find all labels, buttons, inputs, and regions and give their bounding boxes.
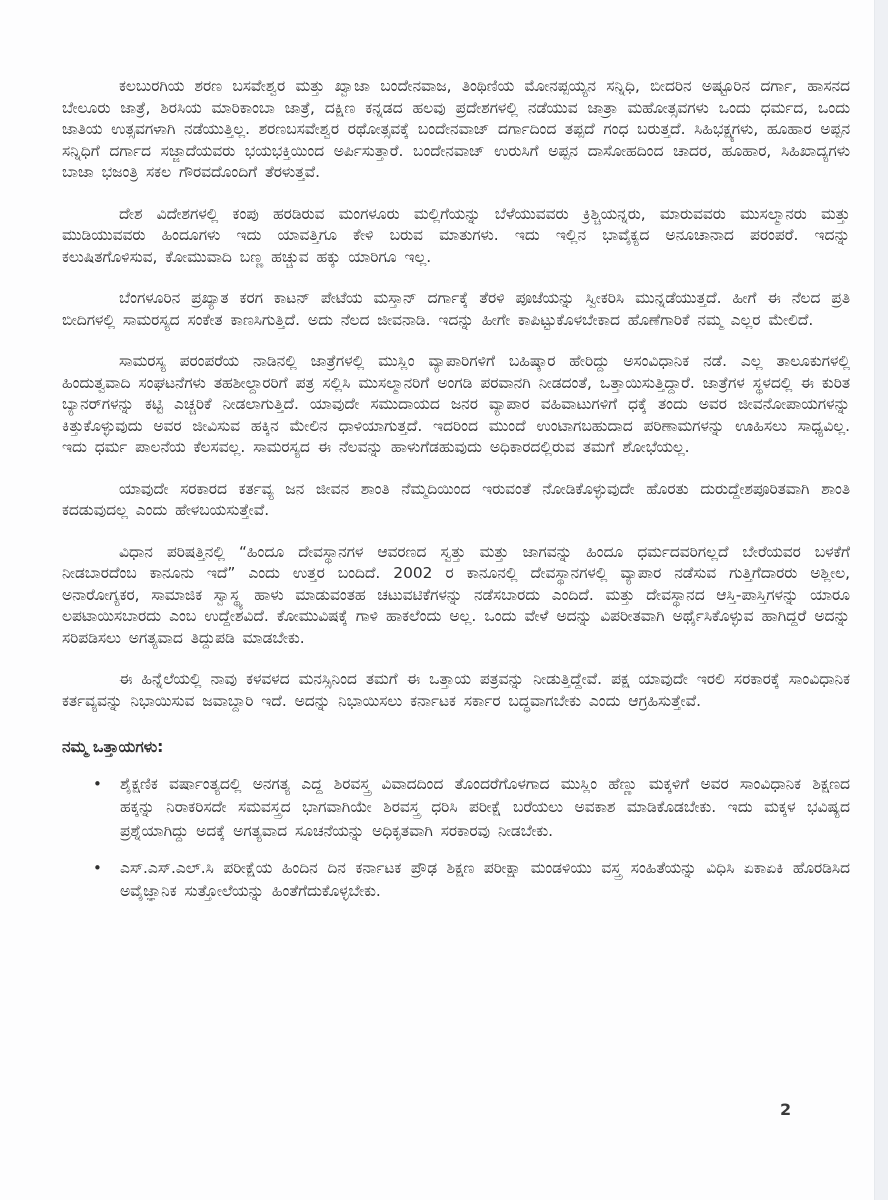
paragraph-1: ಕಲಬುರಗಿಯ ಶರಣ ಬಸವೇಶ್ವರ ಮತ್ತು ಖ್ವಾಜಾ ಬಂದೇನವಾಜ, ತಿಂಥಿಣಿಯ ಮೋನಪ್ಪಯ್ಯನ ಸನ್ನಿಧಿ, ಬೀದರಿನ ಅಷ್ಟೂರಿನ ದರ್ಗಾ, ಹಾಸನದ ಬೇಲೂರು ಜಾತ್ರೆ, ಶಿರಸಿಯ ಮಾರಿಕಾಂಬಾ ಜಾತ್ರೆ, ದಕ್ಷಿಣ ಕನ್ನಡದ ಹಲವು ಪ್ರದೇಶಗಳಲ್ಲಿ ನಡೆಯುವ ಜಾತ್ರಾ ಮಹೋತ್ಸವಗಳು ಒಂದು ಧರ್ಮದ, ಒಂದು ಜಾತಿಯ ಉತ್ಸವಗಳಾಗಿ ನಡೆಯುತ್ತಿಲ್ಲ. ಶರಣಬಸವೇಶ್ವರ ರಥೋತ್ಸವಕ್ಕೆ ಬಂದೇನವಾಜ್ ದರ್ಗಾದಿಂದ ತಪ್ಪದೆ ಗಂಧ ಬರುತ್ತದೆ. ಸಿಹಿಭಕ್ಷ್ಯಗಳು, ಹೂಹಾರ ಅಪ್ಪನ ಸನ್ನಿಧಿಗೆ ದರ್ಗಾದ ಸಜ್ಜಾದೆಯವರು ಭಯಭಕ್ತಿಯಿಂದ ಅರ್ಪಿಸುತ್ತಾರೆ. ಬಂದೇನವಾಜ್ ಉರುಸಿಗೆ ಅಪ್ಪನ ದಾಸೋಹದಿಂದ ಚಾದರ, ಹೂಹಾರ, ಸಿಹಿಖಾದ್ಯಗಳು ಬಾಜಾ ಭಜಂತ್ರಿ ಸಕಲ ಗೌರವದೊಂದಿಗೆ ತೆರಳುತ್ತವೆ. bbox=[62, 77, 850, 181]
demands-heading: ನಮ್ಮ ಒತ್ತಾಯಗಳು: bbox=[62, 738, 164, 756]
paragraph-7: ಈ ಹಿನ್ನೆಲೆಯಲ್ಲಿ ನಾವು ಕಳವಳದ ಮನಸ್ಸಿನಿಂದ ತಮಗೆ ಈ ಒತ್ತಾಯ ಪತ್ರವನ್ನು ನೀಡುತ್ತಿದ್ದೇವೆ. ಪಕ್ಷ ಯಾವುದೇ ಇರಲಿ ಸರಕಾರಕ್ಕೆ ಸಾಂವಿಧಾನಿಕ ಕರ್ತವ್ಯವನ್ನು ನಿಭಾಯಿಸುವ ಜವಾಬ್ದಾರಿ ಇದೆ. ಅದನ್ನು ನಿಭಾಯಿಸಲು ಕರ್ನಾಟಕ ಸರ್ಕಾರ ಬದ್ಧವಾಗಬೇಕು ಎಂದು ಆಗ್ರಹಿಸುತ್ತೇವೆ. bbox=[62, 670, 850, 710]
bullet-icon: • bbox=[93, 775, 102, 793]
demand-item-1 bbox=[62, 773, 850, 843]
bullet-icon: • bbox=[93, 858, 102, 877]
document-page bbox=[62, 76, 850, 917]
paragraph-2: ದೇಶ ವಿದೇಶಗಳಲ್ಲಿ ಕಂಪು ಹರಡಿರುವ ಮಂಗಳೂರು ಮಲ್ಲಿಗೆಯನ್ನು ಬೆಳೆಯುವವರು ಕ್ರಿಶ್ಚಿಯನ್ನರು, ಮಾರುವವರು ಮುಸಲ್ಮಾನರು ಮತ್ತು ಮುಡಿಯುವವರು ಹಿಂದೂಗಳು ಇದು ಯಾವತ್ತಿಗೂ ಕೇಳಿ ಬರುವ ಮಾತುಗಳು. ಇದು ಇಲ್ಲಿನ ಭಾವೈಕ್ಯದ ಅನೂಚಾನಾದ ಪರಂಪರೆ. ಇದನ್ನು ಕಲುಷಿತಗೊಳಿಸುವ, ಕೋಮುವಾದಿ ಬಣ್ಣ ಹಚ್ಚುವ ಹಕ್ಕು ಯಾರಿಗೂ ಇಲ್ಲ. bbox=[62, 204, 850, 266]
demand-item-2 bbox=[62, 857, 850, 904]
scan-edge-strip bbox=[874, 0, 888, 1200]
paragraph-5: ಯಾವುದೇ ಸರಕಾರದ ಕರ್ತವ್ಯ ಜನ ಜೀವನ ಶಾಂತಿ ನೆಮ್ಮದಿಯಿಂದ ಇರುವಂತೆ ನೋಡಿಕೊಳ್ಳುವುದೇ ಹೊರತು ದುರುದ್ದೇಶಪೂರಿತವಾಗಿ ಶಾಂತಿ ಕದಡುವುದಲ್ಲ ಎಂದು ಹೇಳಬಯಸುತ್ತೇವೆ. bbox=[62, 479, 850, 519]
demand-text-2: ಎಸ್.ಎಸ್.ಎಲ್.ಸಿ ಪರೀಕ್ಷೆಯ ಹಿಂದಿನ ದಿನ ಕರ್ನಾಟಕ ಪ್ರೌಢ ಶಿಕ್ಷಣ ಪರೀಕ್ಷಾ ಮಂಡಳಿಯು ವಸ್ತ್ರ ಸಂಹಿತೆಯನ್ನು ವಿಧಿಸಿ ಏಕಾಏಕಿ ಹೊರಡಿಸಿದ ಅವೈಜ್ಞಾನಿಕ ಸುತ್ತೋಲೆಯನ್ನು ಹಿಂತೆಗೆದುಕೊಳ್ಳಬೇಕು. bbox=[120, 858, 850, 901]
paragraph-4: ಸಾಮರಸ್ಯ ಪರಂಪರೆಯ ನಾಡಿನಲ್ಲಿ ಜಾತ್ರೆಗಳಲ್ಲಿ ಮುಸ್ಲಿಂ ವ್ಯಾಪಾರಿಗಳಿಗೆ ಬಹಿಷ್ಕಾರ ಹೇರಿದ್ದು ಅಸಂವಿಧಾನಿಕ ನಡೆ. ಎಲ್ಲ ತಾಲೂಕುಗಳಲ್ಲಿ ಹಿಂದುತ್ವವಾದಿ ಸಂಘಟನೆಗಳು ತಹಶೀಲ್ದಾರರಿಗೆ ಪತ್ರ ಸಲ್ಲಿಸಿ ಮುಸಲ್ಮಾನರಿಗೆ ಅಂಗಡಿ ಪರವಾನಗಿ ನೀಡದಂತೆ, ಒತ್ತಾಯಿಸುತ್ತಿದ್ದಾರೆ. ಜಾತ್ರೆಗಳ ಸ್ಥಳದಲ್ಲಿ ಈ ಕುರಿತ ಬ್ಯಾನರ್‌ಗಳನ್ನು ಕಟ್ಟಿ ಎಚ್ಚರಿಕೆ ನೀಡಲಾಗುತ್ತಿದೆ. ಯಾವುದೇ ಸಮುದಾಯದ ಜನರ ವ್ಯಾಪಾರ ವಹಿವಾಟುಗಳಿಗೆ ಧಕ್ಕೆ ತಂದು ಅವರ ಜೀವನೋಪಾಯಗಳನ್ನು ಕಿತ್ತುಕೊಳ್ಳುವುದು ಅವರ ಜೀವಿಸುವ ಹಕ್ಕಿನ ಮೇಲಿನ ಧಾಳಿಯಾಗುತ್ತದೆ. ಇದರಿಂದ ಮುಂದೆ ಉಂಟಾಗಬಹುದಾದ ಪರಿಣಾಮಗಳನ್ನು ಊಹಿಸಲು ಸಾಧ್ಯವಿಲ್ಲ. ಇದು ಧರ್ಮ ಪಾಲನೆಯ ಕೆಲಸವಲ್ಲ. ಸಾಮರಸ್ಯದ ಈ ನೆಲವನ್ನು ಹಾಳುಗೆಡಹುವುದು ಅಧಿಕಾರದಲ್ಲಿರುವ ತಮಗೆ ಶೋಭೆಯಲ್ಲ. bbox=[62, 352, 850, 456]
paragraph-3: ಬೆಂಗಳೂರಿನ ಪ್ರಖ್ಯಾತ ಕರಗ ಕಾಟನ್ ಪೇಟೆಯ ಮಸ್ತಾನ್ ದರ್ಗಾಕ್ಕೆ ತೆರಳಿ ಪೂಜೆಯನ್ನು ಸ್ವೀಕರಿಸಿ ಮುನ್ನಡೆಯುತ್ತದೆ. ಹೀಗೆ ಈ ನೆಲದ ಪ್ರತಿ ಬೀದಿಗಳಲ್ಲಿ ಸಾಮರಸ್ಯದ ಸಂಕೇತ ಕಾಣಸಿಗುತ್ತಿದೆ. ಅದು ನೆಲದ ಜೀವನಾಡಿ. ಇದನ್ನು ಹೀಗೇ ಕಾಪಿಟ್ಟುಕೊಳಬೇಕಾದ ಹೊಣೆಗಾರಿಕೆ ನಮ್ಮ ಎಲ್ಲರ ಮೇಲಿದೆ. bbox=[62, 289, 850, 329]
demand-text-1: ಶೈಕ್ಷಣಿಕ ವರ್ಷಾಂತ್ಯದಲ್ಲಿ ಅನಗತ್ಯ ಎದ್ದ ಶಿರವಸ್ತ್ರ ವಿವಾದದಿಂದ ತೊಂದರೆಗೊಳಗಾದ ಮುಸ್ಲಿಂ ಹೆಣ್ಣು ಮಕ್ಕಳಿಗೆ ಅವರ ಸಾಂವಿಧಾನಿಕ ಶಿಕ್ಷಣದ ಹಕ್ಕನ್ನು ನಿರಾಕರಿಸದೇ ಸಮವಸ್ತ್ರದ ಭಾಗವಾಗಿಯೇ ಶಿರವಸ್ತ್ರ ಧರಿಸಿ ಪರೀಕ್ಷೆ ಬರೆಯಲು ಅವಕಾಶ ಮಾಡಿಕೊಡಬೇಕು. ಇದು ಮಕ್ಕಳ ಭವಿಷ್ಯದ ಪ್ರಶ್ನೆಯಾಗಿದ್ದು ಅದಕ್ಕೆ ಅಗತ್ಯವಾದ ಸೂಚನೆಯನ್ನು ಅಧಿಕೃತವಾಗಿ ಸರಕಾರವು ನೀಡಬೇಕು. bbox=[120, 775, 850, 840]
paragraph-6: ವಿಧಾನ ಪರಿಷತ್ತಿನಲ್ಲಿ “ಹಿಂದೂ ದೇವಸ್ಥಾನಗಳ ಆವರಣದ ಸ್ವತ್ತು ಮತ್ತು ಜಾಗವನ್ನು ಹಿಂದೂ ಧರ್ಮದವರಿಗಲ್ಲದೆ ಬೇರೆಯವರ ಬಳಕೆಗೆ ನೀಡಬಾರದೆಂಬ ಕಾನೂನು ಇದೆ” ಎಂದು ಉತ್ತರ ಬಂದಿದೆ. 2002 ರ ಕಾನೂನಲ್ಲಿ ದೇವಸ್ಥಾನಗಳಲ್ಲಿ ವ್ಯಾಪಾರ ನಡೆಸುವ ಗುತ್ತಿಗೆದಾರರು ಅಶ್ಲೀಲ, ಅನಾರೋಗ್ಯಕರ, ಸಾಮಾಜಿಕ ಸ್ವಾಸ್ಥ್ಯ ಹಾಳು ಮಾಡುವಂತಹ ಚಟುವಟಿಕೆಗಳನ್ನು ನಡೆಸಬಾರದು ಎಂದಿದೆ. ಮತ್ತು ದೇವಸ್ಥಾನದ ಆಸ್ತಿ-ಪಾಸ್ತಿಗಳನ್ನು ಯಾರೂ ಲಪಟಾಯಿಸಬಾರದು ಎಂಬ ಉದ್ದೇಶವಿದೆ. ಕೋಮುವಿಷಕ್ಕೆ ಗಾಳಿ ಹಾಕಲೆಂದು ಅಲ್ಲ. ಒಂದು ವೇಳೆ ಅದನ್ನು ವಿಪರೀತವಾಗಿ ಅರ್ಥೈಸಿಕೊಳ್ಳುವ ಹಾಗಿದ್ದರೆ ಅದನ್ನು ಸರಿಪಡಿಸಲು ಅಗತ್ಯವಾದ ತಿದ್ದುಪಡಿ ಮಾಡಬೇಕು. bbox=[62, 542, 850, 647]
page-number: 2 bbox=[780, 1100, 792, 1119]
demands-list bbox=[62, 773, 850, 903]
